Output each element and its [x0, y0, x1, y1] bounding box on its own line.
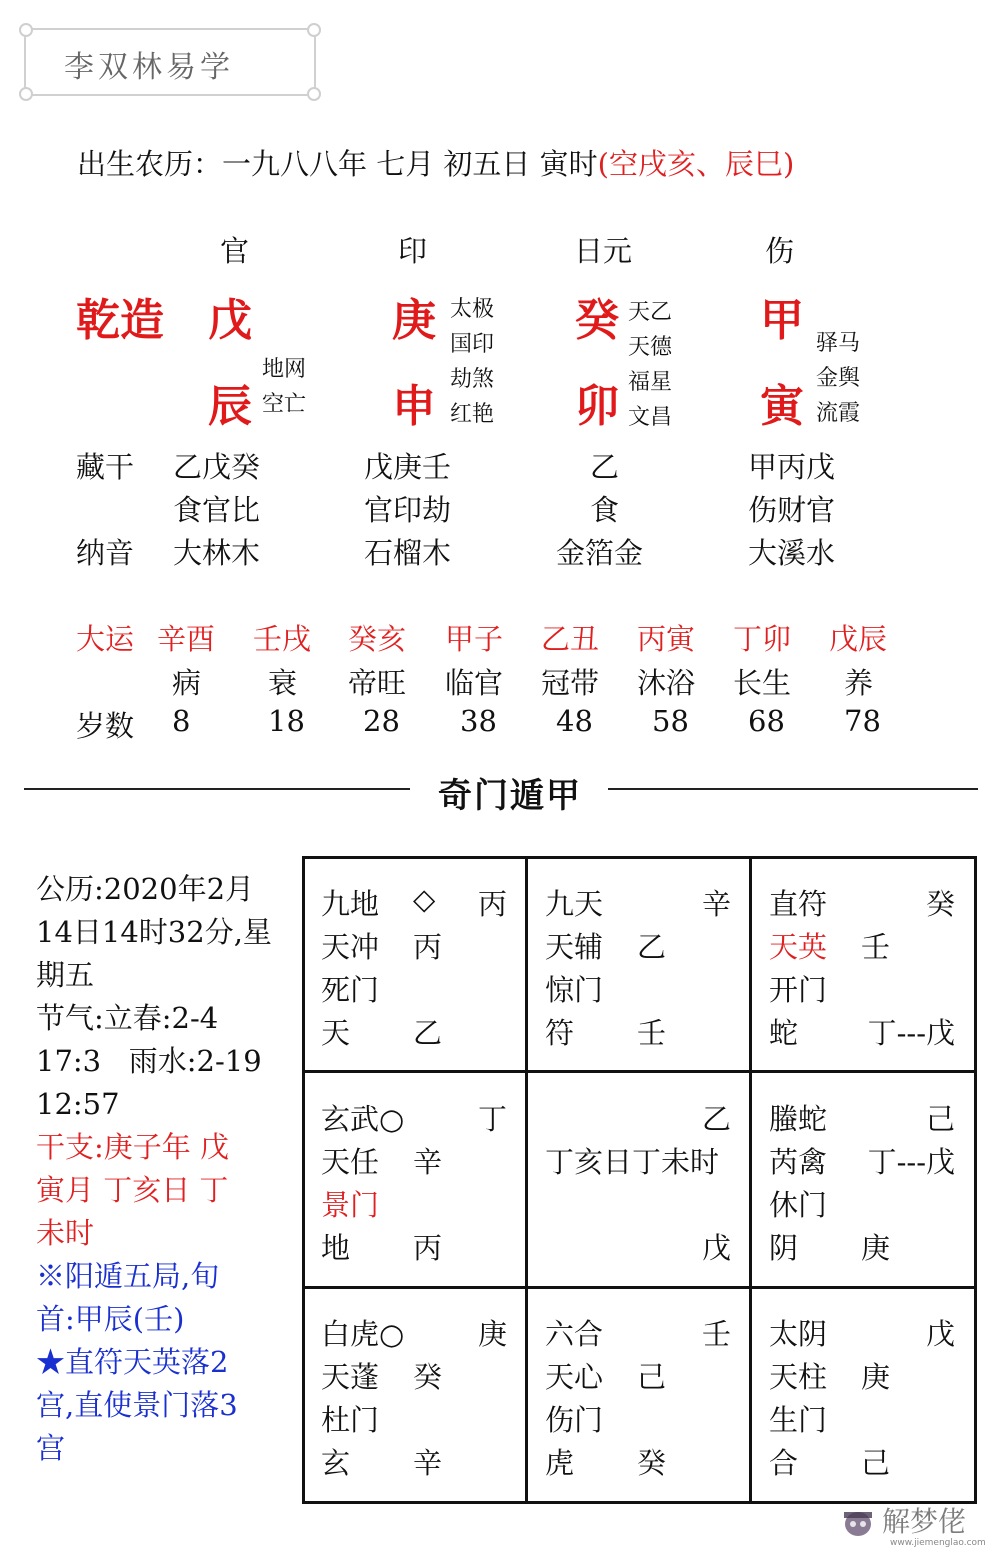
shensha-item: 劫煞: [450, 367, 495, 392]
watermark-mascot-icon: [838, 1504, 878, 1540]
ganzhi-line: 寅月 丁亥日 丁: [36, 1173, 229, 1207]
age-1: 18: [268, 704, 305, 738]
corner-dot: [307, 23, 321, 37]
palace-stem: 壬: [637, 1016, 667, 1050]
palace-stem: 戊: [701, 1231, 731, 1265]
info-line: 节气:立春:2-4: [36, 1001, 219, 1035]
watermark: [838, 1500, 998, 1550]
palace-stem: 辛: [413, 1446, 443, 1480]
dayun-state-4: 冠带: [541, 666, 600, 700]
palace-deity: 蛇: [769, 1016, 799, 1050]
palace-door: 伤门: [545, 1403, 604, 1437]
shensha-1: [450, 292, 494, 432]
age-0: 8: [172, 704, 191, 738]
canggan-3: 甲丙戊: [748, 450, 836, 484]
shensha-item: 福星: [628, 370, 673, 395]
palace-stem: 己: [925, 1102, 955, 1136]
nayin-label: 纳音: [76, 536, 135, 570]
zhifu-line: 宫: [36, 1431, 66, 1465]
birth-line: [77, 142, 794, 183]
palace-1: [527, 1290, 749, 1504]
palace-deity: 阴: [769, 1231, 799, 1265]
palace-stem: 辛: [701, 887, 731, 921]
palace-god: 螣蛇: [769, 1102, 828, 1136]
stem-0: 戊: [208, 295, 252, 346]
palace-stem: 己: [637, 1360, 667, 1394]
info-line: 12:57: [36, 1087, 120, 1121]
zhifu-line: ★直符天英落2: [36, 1345, 229, 1379]
shishen-2: 日元: [574, 234, 633, 268]
divider-left: [24, 788, 410, 790]
palace-stem: 壬: [861, 930, 891, 964]
palace-god: 九地: [321, 887, 380, 921]
palace-8: [303, 1290, 525, 1504]
shishen-1: 印: [398, 234, 428, 268]
dayun-state-6: 长生: [733, 666, 792, 700]
palace-stem: 庚: [861, 1360, 891, 1394]
shensha-item: 流霞: [816, 401, 861, 426]
palace-star: 芮禽: [769, 1145, 828, 1179]
palace-star: 天冲: [321, 930, 380, 964]
stem-1: 庚: [392, 295, 436, 346]
corner-dot: [19, 23, 33, 37]
shensha-item: 国印: [450, 332, 495, 357]
shensha-item: 空亡: [262, 392, 307, 417]
shensha-3: [816, 326, 860, 431]
dayun-state-5: 沐浴: [637, 666, 696, 700]
canggan-label: 藏干: [76, 450, 135, 484]
palace-deity: 符: [545, 1016, 575, 1050]
palace-stem: 丁---戊: [867, 1016, 955, 1050]
palace-stem: 癸: [925, 887, 955, 921]
palace-deity: 合: [769, 1446, 799, 1480]
dayun-2: 癸亥: [348, 622, 407, 656]
canggan-shishen-3: 伤财官: [748, 493, 836, 527]
canggan-shishen-0: 食官比: [173, 493, 261, 527]
stem-3: 甲: [760, 295, 804, 346]
ganzhi-line: 干支:庚子年 戊: [36, 1130, 229, 1164]
palace-mark: ◇: [413, 882, 436, 916]
shishen-3: 伤: [765, 234, 795, 268]
palace-deity: 地: [321, 1231, 351, 1265]
palace-stem: 庚: [477, 1317, 507, 1351]
palace-door: 开门: [769, 973, 828, 1007]
palace-stem: 乙: [637, 930, 667, 964]
palace-god: 直符: [769, 887, 828, 921]
ganzhi-line: 未时: [36, 1216, 95, 1250]
canggan-0: 乙戊癸: [173, 450, 261, 484]
ju-line: 首:甲辰(壬): [36, 1302, 185, 1336]
watermark-text: 解梦佬: [882, 1505, 967, 1538]
branch-0: 辰: [208, 381, 252, 432]
dayun-7: 戊辰: [829, 622, 888, 656]
palace-star: 天心: [545, 1360, 604, 1394]
palace-stem: 丙: [413, 1231, 443, 1265]
watermark-url: www.jiemenglao.com: [890, 1538, 986, 1548]
canggan-shishen-1: 官印劫: [364, 493, 452, 527]
dayun-4: 乙丑: [541, 622, 600, 656]
canggan-2: 乙: [590, 450, 620, 484]
canggan-1: 戊庚壬: [364, 450, 452, 484]
shensha-item: 金舆: [816, 366, 861, 391]
info-line: 17:3 雨水:2-19: [36, 1044, 262, 1078]
shensha-0: [262, 352, 306, 422]
palace-door: 死门: [321, 973, 380, 1007]
qimen-title: 奇门遁甲: [438, 776, 582, 816]
corner-dot: [19, 87, 33, 101]
palace-star: 天柱: [769, 1360, 828, 1394]
logo-text: 李双林易学: [64, 50, 234, 85]
nayin-0: 大林木: [173, 536, 261, 570]
dayun-1: 壬戌: [253, 622, 312, 656]
palace-star: 天英: [769, 930, 828, 964]
shensha-2: [628, 295, 672, 435]
age-3: 38: [460, 704, 497, 738]
dayun-3: 甲子: [445, 622, 504, 656]
age-6: 68: [748, 704, 785, 738]
shensha-item: 天乙: [628, 300, 673, 325]
palace-door: 生门: [769, 1403, 828, 1437]
palace-god: 玄武○: [321, 1102, 405, 1136]
birth-label: 出生农历：一九八八年 七月 初五日 寅时: [77, 147, 598, 181]
stem-2: 癸: [575, 295, 619, 346]
palace-door: 休门: [769, 1188, 828, 1222]
canggan-shishen-2: 食: [590, 493, 620, 527]
zhifu-line: 宫,直使景门落3: [36, 1388, 238, 1422]
shensha-item: 太极: [450, 297, 495, 322]
dayun-0: 辛酉: [157, 622, 216, 656]
palace-star: 天任: [321, 1145, 380, 1179]
info-line: 公历:2020年2月: [36, 872, 255, 906]
age-4: 48: [556, 704, 593, 738]
dayun-5: 丙寅: [637, 622, 696, 656]
palace-6: [751, 1290, 973, 1504]
palace-god: 白虎○: [321, 1317, 405, 1351]
suishu-label: 岁数: [76, 709, 135, 743]
branch-1: 申: [392, 381, 436, 432]
kong-wang: (空戌亥、辰巳): [597, 147, 795, 181]
palace-stem: 丁: [477, 1102, 507, 1136]
corner-dot: [307, 87, 321, 101]
palace-time: 丁亥日丁未时: [545, 1145, 720, 1179]
shensha-item: 天德: [628, 335, 673, 360]
palace-stem: 丁---戊: [867, 1145, 955, 1179]
dayun-state-2: 帝旺: [348, 666, 407, 700]
palace-star: 天蓬: [321, 1360, 380, 1394]
palace-stem: 辛: [413, 1145, 443, 1179]
age-5: 58: [652, 704, 689, 738]
palace-5: [527, 1075, 749, 1289]
palace-god: 六合: [545, 1317, 604, 1351]
age-2: 28: [363, 704, 400, 738]
nayin-1: 石榴木: [364, 536, 452, 570]
branch-3: 寅: [760, 381, 804, 432]
palace-9: [527, 860, 749, 1074]
shensha-item: 地网: [262, 357, 307, 382]
dayun-label: 大运: [76, 622, 135, 656]
shensha-item: 文昌: [628, 405, 673, 430]
dayun-6: 丁卯: [733, 622, 792, 656]
info-line: 14日14时32分,星: [36, 915, 272, 949]
palace-stem: 庚: [861, 1231, 891, 1265]
info-line: 期五: [36, 958, 95, 992]
palace-stem: 己: [861, 1446, 891, 1480]
dayun-state-1: 衰: [268, 666, 298, 700]
divider-right: [608, 788, 978, 790]
palace-2: [751, 860, 973, 1074]
palace-stem: 丙: [477, 887, 507, 921]
palace-god: 太阴: [769, 1317, 828, 1351]
qianzao-label: 乾造: [76, 295, 164, 346]
branch-2: 卯: [575, 381, 619, 432]
palace-stem: 乙: [413, 1016, 443, 1050]
palace-door: 景门: [321, 1188, 380, 1222]
palace-4: [303, 860, 525, 1074]
shensha-item: 驿马: [816, 331, 861, 356]
dayun-state-7: 养: [844, 666, 874, 700]
palace-door: 惊门: [545, 973, 604, 1007]
palace-deity: 玄: [321, 1446, 351, 1480]
palace-deity: 天: [321, 1016, 351, 1050]
shensha-item: 红艳: [450, 402, 495, 427]
palace-stem: 壬: [701, 1317, 731, 1351]
nayin-2: 金箔金: [556, 536, 644, 570]
palace-stem: 戊: [925, 1317, 955, 1351]
shishen-0: 官: [220, 234, 250, 268]
age-7: 78: [844, 704, 881, 738]
palace-3: [303, 1075, 525, 1289]
palace-stem: 丙: [413, 930, 443, 964]
dayun-state-0: 病: [172, 666, 202, 700]
ju-line: ※阳遁五局,旬: [36, 1259, 220, 1293]
chart-info: [36, 868, 286, 1470]
palace-star: 天辅: [545, 930, 604, 964]
palace-door: 杜门: [321, 1403, 380, 1437]
palace-stem: 癸: [637, 1446, 667, 1480]
palace-deity: 虎: [545, 1446, 575, 1480]
palace-7: [751, 1075, 973, 1289]
dayun-state-3: 临官: [445, 666, 504, 700]
palace-god: 九天: [545, 887, 604, 921]
palace-stem: 癸: [413, 1360, 443, 1394]
palace-stem: 乙: [701, 1102, 731, 1136]
nayin-3: 大溪水: [748, 536, 836, 570]
